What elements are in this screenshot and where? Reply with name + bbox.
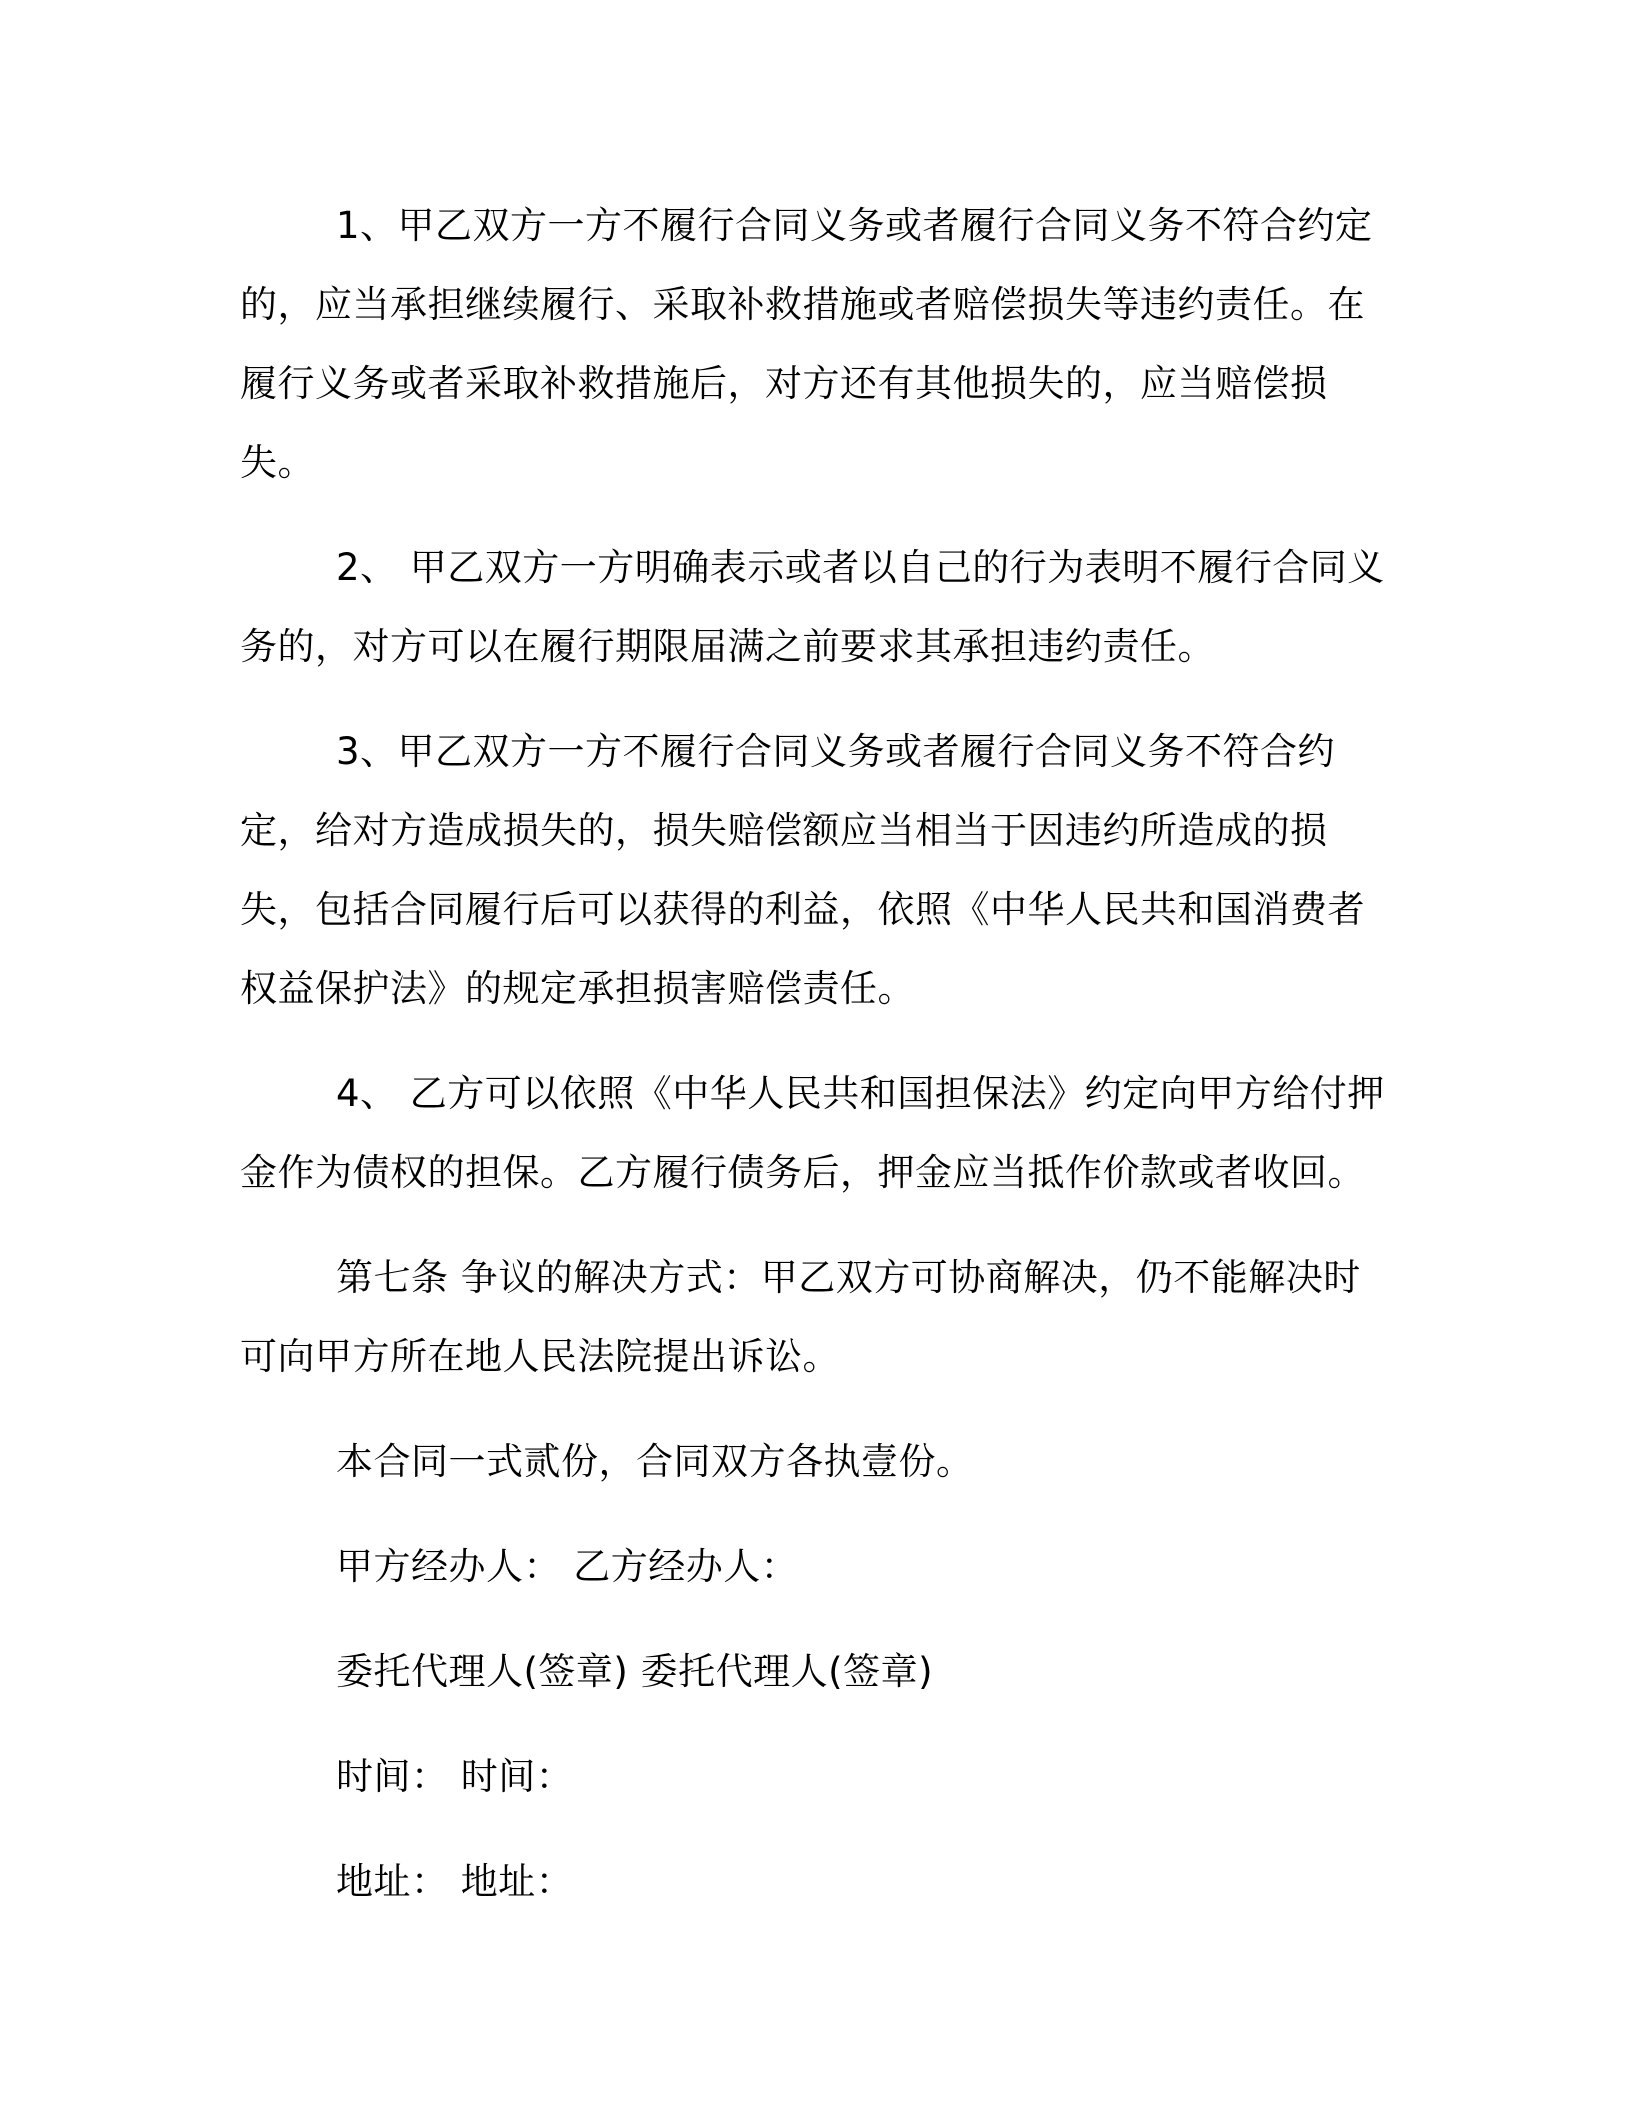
time-line: 时间： 时间： (336, 1755, 574, 1798)
clause-2: 2、 甲乙双方一方明确表示或者以自己的行为表明不履行合同义务的，对方可以在履行期限届满之前要求其承担违约责任。 (240, 546, 1385, 668)
agents-signature-line: 委托代理人(签章) 委托代理人(签章) (336, 1650, 934, 1693)
article-7: 第七条 争议的解决方式：甲乙双方可协商解决，仍不能解决时可向甲方所在地人民法院提出诉讼。 (240, 1256, 1361, 1378)
copies-statement: 本合同一式贰份，合同双方各执壹份。 (336, 1440, 974, 1483)
document-page (240, 186, 1390, 1947)
clause-1: 1、甲乙双方一方不履行合同义务或者履行合同义务不符合约定的，应当承担继续履行、采取补救措施或者赔偿损失等违约责任。在履行义务或者采取补救措施后，对方还有其他损失的，应当赔偿损失。 (240, 204, 1373, 484)
handlers-line: 甲方经办人： 乙方经办人： (336, 1545, 799, 1588)
clause-4: 4、 乙方可以依照《中华人民共和国担保法》约定向甲方给付押金作为债权的担保。乙方履行债务后，押金应当抵作价款或者收回。 (240, 1072, 1385, 1194)
clause-3: 3、甲乙双方一方不履行合同义务或者履行合同义务不符合约定，给对方造成损失的，损失赔偿额应当相当于因违约所造成的损失，包括合同履行后可以获得的利益，依照《中华人民共和国消费者权益保护法》的规定承担损害赔偿责任。 (240, 730, 1365, 1010)
address-line: 地址： 地址： (336, 1860, 574, 1903)
